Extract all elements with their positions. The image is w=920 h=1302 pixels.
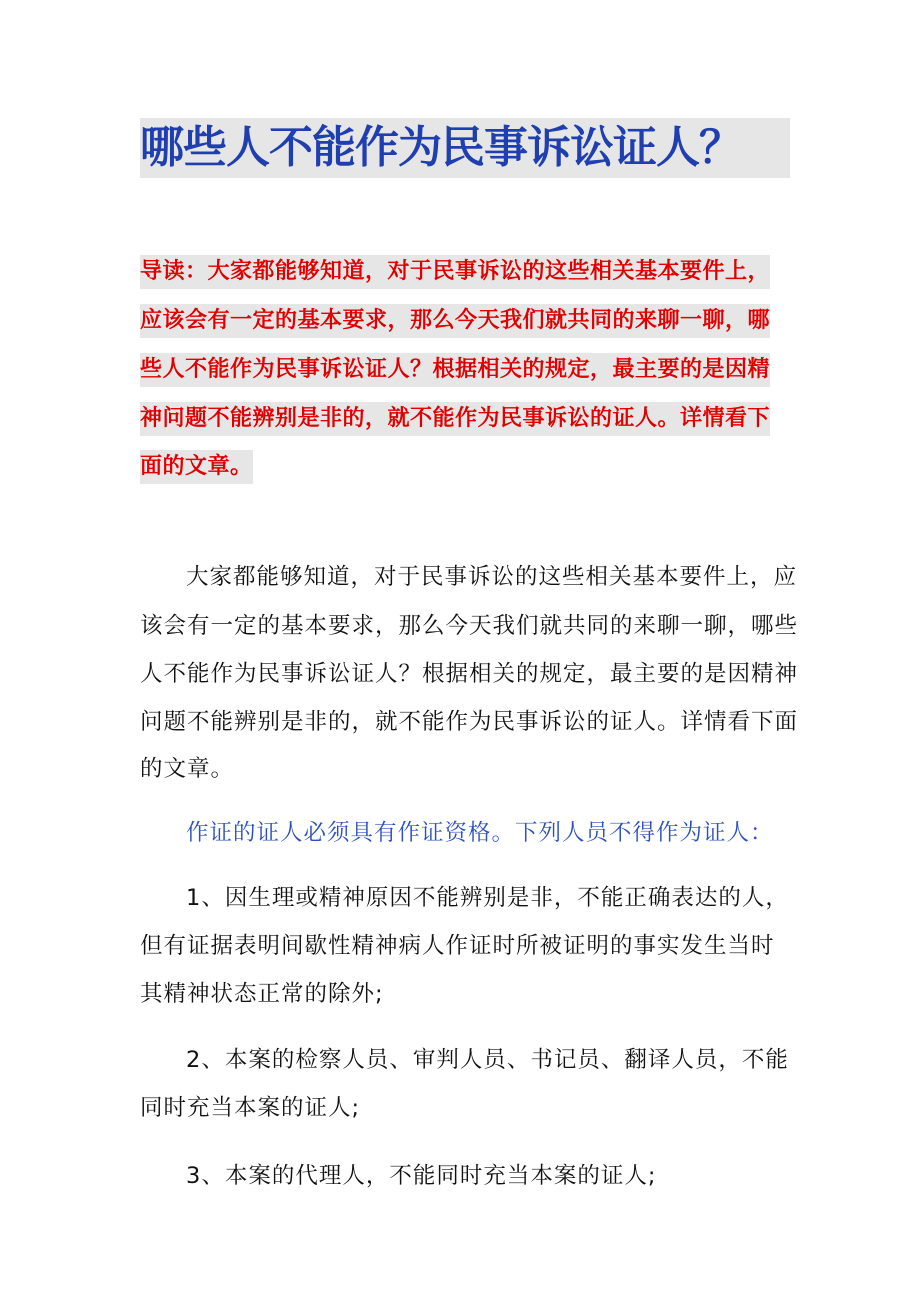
intro-line: 导读：大家都能够知道，对于民事诉讼的这些相关基本要件上， <box>140 255 770 289</box>
list-item-line: 其精神状态正常的除外; <box>140 981 384 1007</box>
body-line: 人不能作为民事诉讼证人？根据相关的规定，最主要的是因精神 <box>140 661 799 687</box>
list-item-line: 但有证据表明间歇性精神病人作证时所被证明的事实发生当时 <box>140 933 775 959</box>
list-item-line: 同时充当本案的证人; <box>140 1095 361 1121</box>
document-title: 哪些人不能作为民事诉讼证人？ <box>140 118 790 178</box>
intro-line: 些人不能作为民事诉讼证人？根据相关的规定，最主要的是因精 <box>140 353 770 387</box>
body-line: 的文章。 <box>140 756 235 782</box>
intro-line: 应该会有一定的基本要求，那么今天我们就共同的来聊一聊，哪 <box>140 304 770 338</box>
body-line: 大家都能够知道，对于民事诉讼的这些相关基本要件上，应 <box>186 564 798 590</box>
body-line: 问题不能辨别是非的，就不能作为民事诉讼的证人。详情看下面 <box>140 709 799 735</box>
body-line: 该会有一定的基本要求，那么今天我们就共同的来聊一聊，哪些 <box>140 613 799 639</box>
list-item-line: 1、因生理或精神原因不能辨别是非，不能正确表达的人， <box>186 885 789 911</box>
subheading: 作证的证人必须具有作证资格。下列人员不得作为证人： <box>186 820 774 846</box>
list-item-line: 2、本案的检察人员、审判人员、书记员、翻译人员，不能 <box>186 1047 789 1073</box>
intro-line: 神问题不能辨别是非的，就不能作为民事诉讼的证人。详情看下 <box>140 402 770 436</box>
intro-line: 面的文章。 <box>140 450 253 484</box>
list-item-line: 3、本案的代理人，不能同时充当本案的证人; <box>186 1163 657 1189</box>
